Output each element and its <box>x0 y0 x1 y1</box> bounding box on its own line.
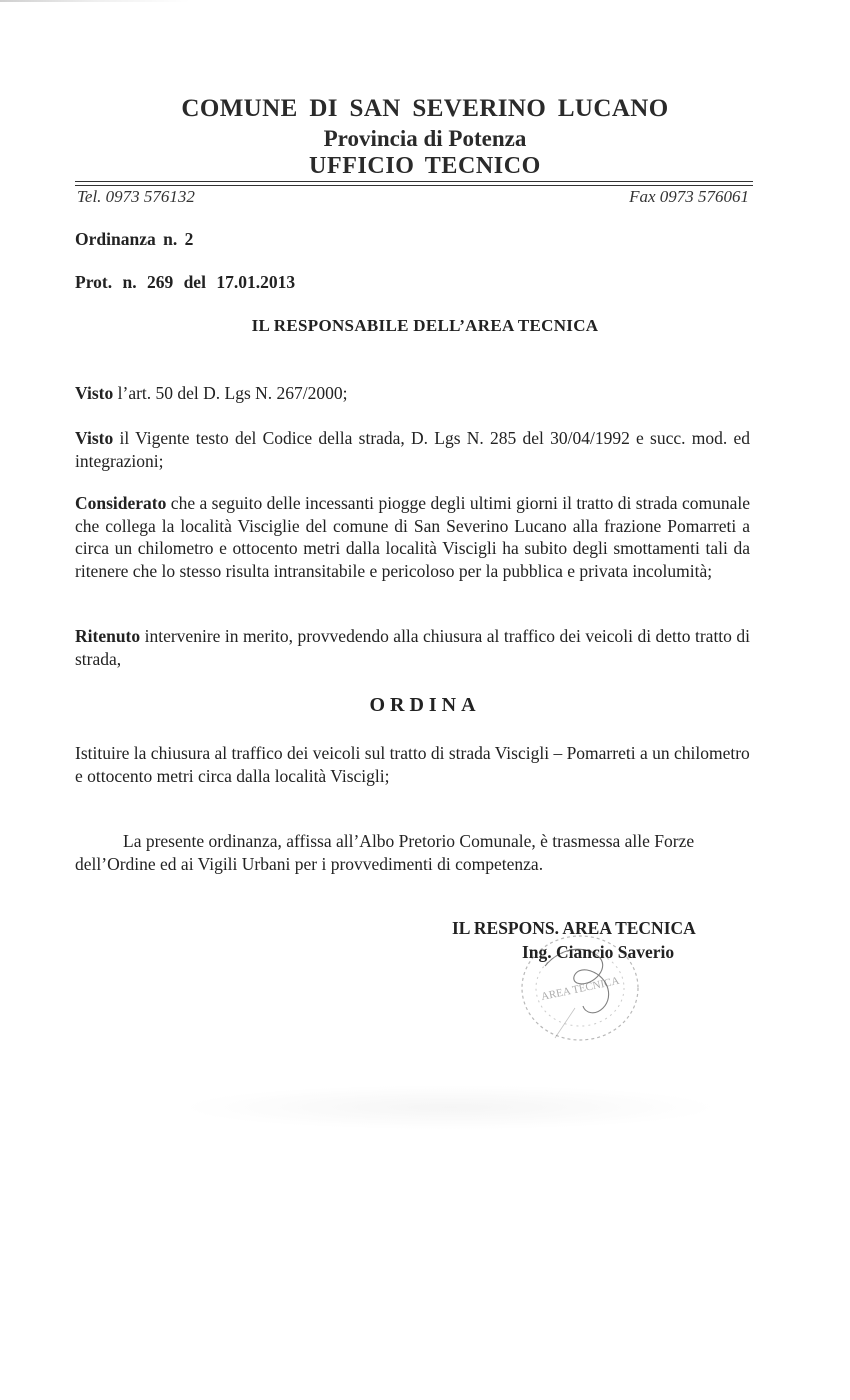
signatory-name: Ing. Ciancio Saverio <box>522 942 675 962</box>
header-rule-top <box>75 181 753 182</box>
office-name: UFFICIO TECNICO <box>309 153 541 179</box>
ordinance-number: Ordinanza n. 2 <box>75 229 194 249</box>
fax-number: Fax 0973 576061 <box>629 187 749 206</box>
signatory-title: IL RESPONS. AREA TECNICA <box>452 918 696 938</box>
ordina-heading: ORDINA <box>369 694 481 716</box>
paragraph-considerato <box>75 492 750 582</box>
paragraph-lead: Visto <box>75 428 114 448</box>
paragraph-lead: Visto <box>75 383 114 403</box>
paragraph-lead: Ritenuto <box>75 626 141 646</box>
stamp-text: AREA TECNICA <box>540 974 621 1004</box>
province-name: Provincia di Potenza <box>323 126 527 151</box>
document-title: IL RESPONSABILE DELL’AREA TECNICA <box>251 316 599 335</box>
paragraph-text: che a seguito delle incessanti piogge degli ultimi giorni il tratto di strada comunale che collega la località Visciglie del comune di San Severino Lucano alla frazione Pomarreti a circa un chilometro e ottocento metri dalla località Viscigli ha subito degli smottamenti tali da ritenere che lo stesso risulta intransitabile e pericoloso per la pubblica e privata incolumità; <box>75 493 750 581</box>
paragraph-visto-2 <box>75 427 750 472</box>
municipality-name: COMUNE DI SAN SEVERINO LUCANO <box>181 95 669 122</box>
scan-edge-artifact <box>0 0 190 2</box>
paragraph-text: intervenire in merito, provvedendo alla chiusura al traffico dei veicoli di detto tratto di strada, <box>75 626 750 669</box>
header-rule-bottom <box>75 185 753 186</box>
protocol-number: Prot. n. 269 del 17.01.2013 <box>75 272 296 292</box>
scan-smudge <box>180 1085 720 1130</box>
paragraph-text: l’art. 50 del D. Lgs N. 267/2000; <box>113 383 348 403</box>
order-text: Istituire la chiusura al traffico dei veicoli sul tratto di strada Viscigli – Pomarreti a un chilometro e ottocento metri circa dalla località Viscigli; <box>75 743 750 786</box>
telephone-number: Tel. 0973 576132 <box>77 187 195 206</box>
paragraph-text: il Vigente testo del Codice della strada, D. Lgs N. 285 del 30/04/1992 e succ. mod. ed integrazioni; <box>75 428 750 471</box>
paragraph-lead: Considerato <box>75 493 167 513</box>
paragraph-visto-1 <box>75 382 750 405</box>
paragraph-ritenuto <box>75 625 750 670</box>
closing-text: La presente ordinanza, affissa all’Albo Pretorio Comunale, è trasmessa alle Forze dell’Ordine ed ai Vigili Urbani per i provvedimenti di competenza. <box>75 831 695 874</box>
